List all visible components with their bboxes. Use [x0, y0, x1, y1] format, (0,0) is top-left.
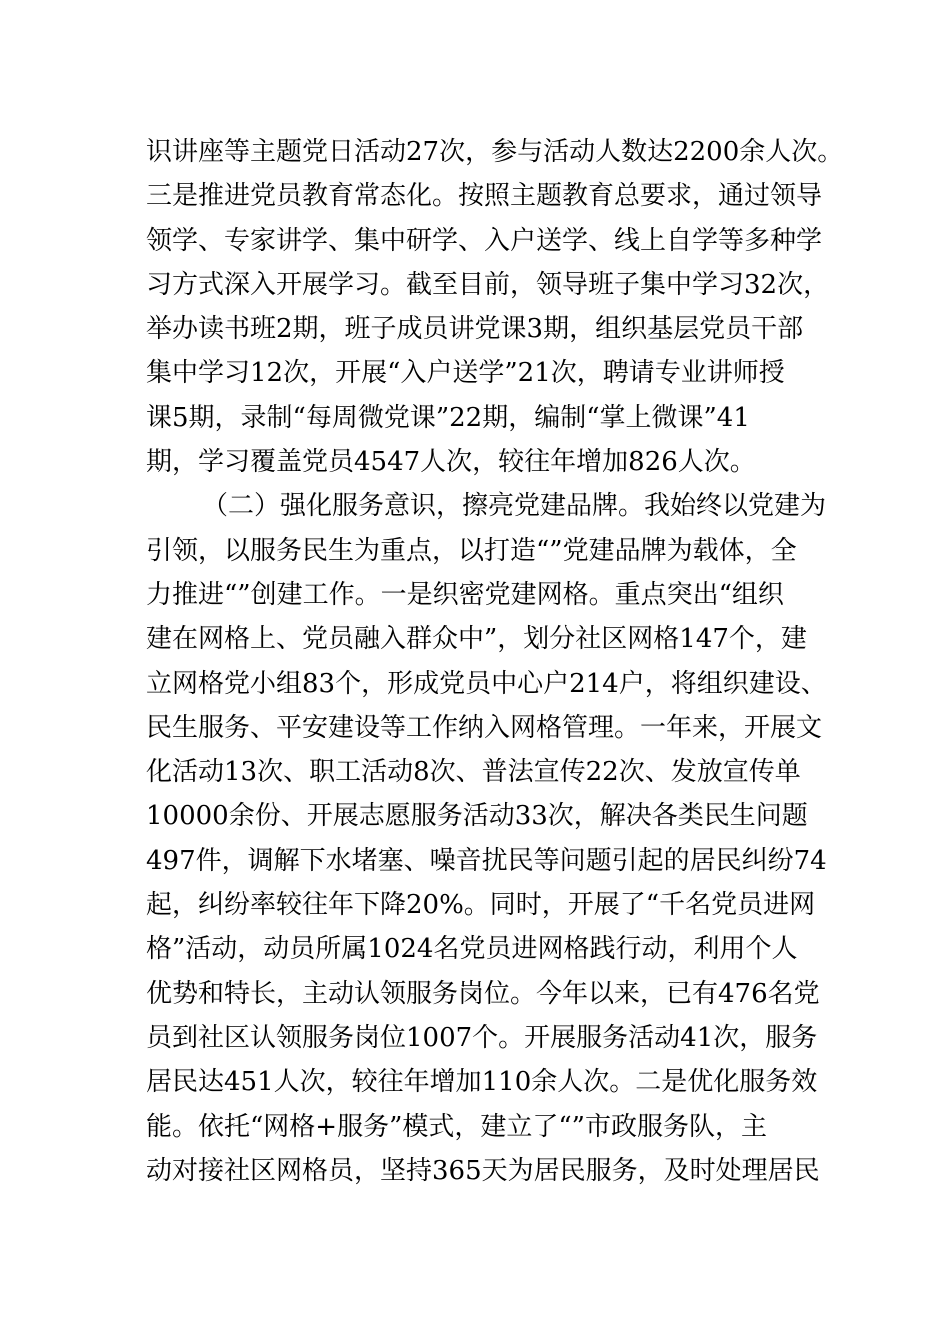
text-line: 引领，以服务民生为重点，以打造“”党建品牌为载体，全 [146, 535, 797, 566]
text-line: 起，纠纷率较往年下降20%。同时，开展了“千名党员进网 [146, 890, 816, 921]
text-line: 建在网格上、党员融入群众中”，划分社区网格147个，建 [146, 624, 807, 655]
text-line: 举办读书班2期，班子成员讲党课3期，组织基层党员干部 [146, 314, 804, 345]
text-line: 三是推进党员教育常态化。按照主题教育总要求，通过领导 [146, 181, 823, 212]
section-heading-line: （二）强化服务意识，擦亮党建品牌。我始终以党建为 [202, 491, 827, 522]
text-line: 力推进“”创建工作。一是织密党建网格。重点突出“组织 [146, 579, 784, 610]
text-line: 动对接社区网格员，坚持365天为居民服务，及时处理居民 [146, 1155, 820, 1186]
text-line: 课5期，录制“每周微党课”22期，编制“掌上微课”41 [146, 402, 750, 433]
text-line: 习方式深入开展学习。截至目前，领导班子集中学习32次， [146, 269, 830, 300]
text-line: 领学、专家讲学、集中研学、入户送学、线上自学等多种学 [146, 225, 823, 256]
text-line: 识讲座等主题党日活动27次，参与活动人数达2200余人次。 [146, 137, 844, 167]
text-line: 10000余份、开展志愿服务活动33次，解决各类民生问题 [146, 801, 808, 832]
text-line: 497件，调解下水堵塞、噪音扰民等问题引起的居民纠纷74 [146, 845, 827, 876]
text-line: 化活动13次、职工活动8次、普法宣传22次、发放宣传单 [146, 757, 801, 788]
text-line: 居民达451人次，较往年增加110余人次。二是优化服务效 [146, 1067, 818, 1098]
text-line: 能。依托“网格+服务”模式，建立了“”市政服务队，主 [146, 1111, 767, 1142]
text-line: 集中学习12次，开展“入户送学”21次，聘请专业讲师授 [146, 358, 785, 389]
text-line: 优势和特长，主动认领服务岗位。今年以来，已有476名党 [146, 978, 820, 1009]
text-line: 民生服务、平安建设等工作纳入网格管理。一年来，开展文 [146, 712, 823, 743]
text-line: 期，学习覆盖党员4547人次，较往年增加826人次。 [146, 447, 756, 478]
text-line: 格”活动，动员所属1024名党员进网格践行动，利用个人 [146, 934, 798, 965]
text-line: 员到社区认领服务岗位1007个。开展服务活动41次，服务 [146, 1022, 818, 1053]
body-text [146, 130, 844, 1193]
text-line: 立网格党小组83个，形成党员中心户214户，将组织建设、 [146, 668, 827, 699]
